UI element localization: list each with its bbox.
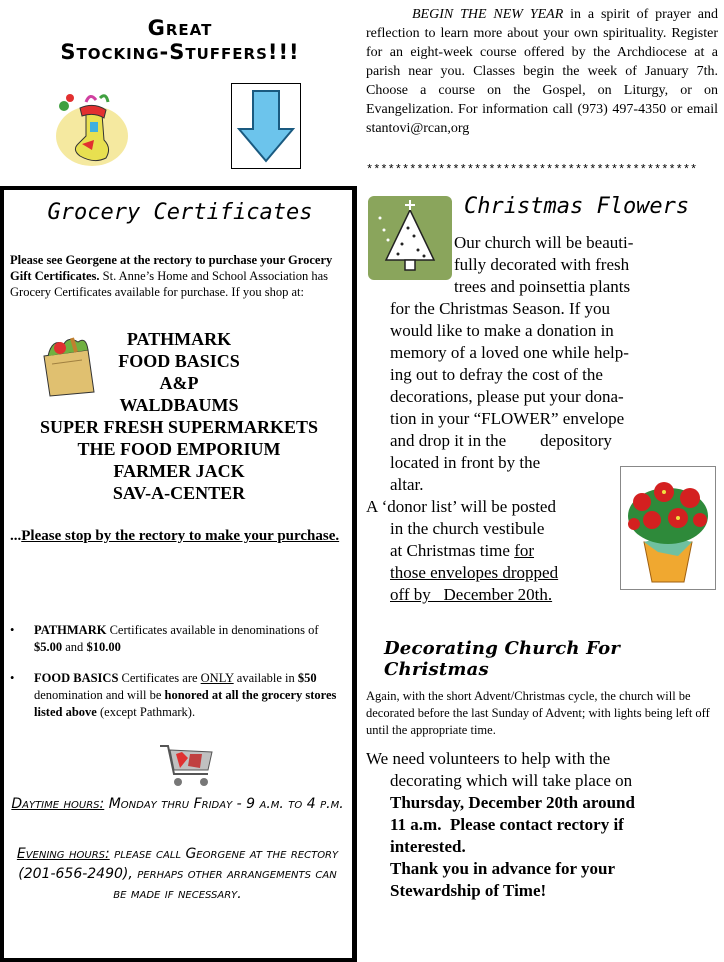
list-item: • PATHMARK Certificates available in denominations of $5.00 and $10.00: [10, 623, 319, 654]
store-item: SUPER FRESH SUPERMARKETS: [39, 417, 319, 437]
stocking-stuffers-title: Great Stocking-Stuffers!!!: [60, 16, 300, 64]
down-arrow-icon: [231, 83, 301, 169]
certificate-bullets: [10, 622, 344, 735]
decorating-paragraph: Again, with the short Advent/Christmas cycle, the church will be decorated before the last Sunday of Advent; with lights being left off until the appropriate time.: [366, 689, 710, 737]
shopping-cart-icon: [158, 742, 218, 792]
evening-hours: Evening hours: please call Georgene at the rectory (201-656-2490), perhaps other arrangements can be made if necessary.: [16, 846, 339, 902]
store-item: FARMER JACK: [113, 461, 245, 481]
new-year-paragraph: BEGIN THE NEW YEAR in a spirit of prayer and reflection to learn more about your own spirituality. Register for an eight-week course offered by the Archdiocese at a parish near you. Classes begin the week of January 7th. Choose a course on the Gospel, on Liturgy, or on Evangelization. For information call (973) 497-4350 or email stantovi@rcan,org: [366, 7, 718, 136]
store-item: FOOD BASICS: [118, 351, 240, 371]
daytime-hours: Daytime hours: Monday thru Friday - 9 a.m. to 4 p.m.: [11, 796, 344, 812]
store-item: THE FOOD EMPORIUM: [77, 439, 281, 459]
store-item: PATHMARK: [126, 329, 232, 349]
grocery-intro: Please see Georgene at the rectory to purchase your Grocery Gift Certificates. St. Anne’s Home and School Association has Grocery Certificates available for purchase. If you shop at:: [10, 253, 333, 299]
store-item: WALDBAUMS: [119, 395, 239, 415]
star-divider: **********************************************: [366, 163, 698, 177]
stop-by-rectory-note: ...Please stop by the rectory to make your purchase.: [10, 528, 340, 544]
decorating-church-title: Decorating Church For Christmas: [384, 638, 621, 680]
volunteers-notice: We need volunteers to help with the decorating which will take place on Thursday, December 20th around 11 a.m. Please contact rectory if interested. Thank you in advance for your Stewardship of Time!: [366, 749, 635, 900]
grocery-title: Grocery Certificates: [47, 200, 313, 225]
store-item: SAV-A-CENTER: [112, 483, 246, 503]
store-list: [8, 328, 350, 504]
christmas-flowers-title: Christmas Flowers: [464, 194, 690, 219]
poinsettia-icon: [620, 466, 716, 590]
list-item: • FOOD BASICS Certificates are ONLY available in $50 denomination and will be honored at all the grocery stores listed above (except Pathmark).: [10, 671, 337, 719]
christmas-flowers-body: Our church will be beauti- fully decorated with fresh trees and poinsettia plants for the Christmas Season. If you would like to make a donation in memory of a loved one while help- ing out to defray the cost of the decorations, please put your dona- tion in your “FLOWER” envelope and drop it in the depository located in front by the altar. A ‘donor list’ will be posted in the church vestibule at Christmas time for those envelopes dropped off by December 20th.: [366, 233, 634, 604]
store-item: A&P: [159, 373, 199, 393]
stocking-icon: [50, 92, 142, 168]
